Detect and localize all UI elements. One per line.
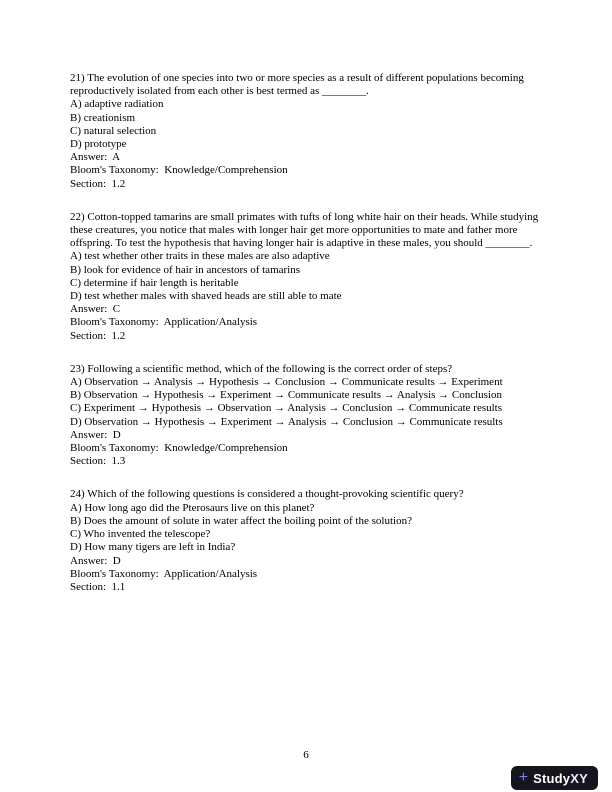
choice-d: D) prototype (70, 138, 127, 151)
choice-b: B) creationism (70, 111, 136, 124)
question-block-22 (70, 211, 544, 343)
bloom-taxonomy-line: Bloom's Taxonomy: Application/Analysis (70, 567, 258, 580)
section-line: Section: 1.2 (70, 177, 126, 190)
choice-b: B) look for evidence of hair in ancestors of tamarins (70, 263, 301, 276)
studyxy-logo (511, 766, 598, 790)
choice-d: D) test whether males with shaved heads are still able to mate (70, 290, 342, 303)
question-block-24 (70, 488, 544, 594)
bloom-taxonomy-line: Bloom's Taxonomy: Knowledge/Comprehension (70, 442, 288, 455)
choice-a: A) Observation → Analysis → Hypothesis → Conclusion → Communicate results → Experiment (70, 376, 503, 389)
choice-a: A) How long ago did the Pterosaurs live on this planet? (70, 501, 315, 514)
answer-line: Answer: C (70, 303, 121, 316)
bloom-taxonomy-line: Bloom's Taxonomy: Knowledge/Comprehension (70, 164, 288, 177)
question-stem: 21) The evolution of one species into two or more species as a result of different populations becoming reproductively isolated from each other is best termed as ________. (70, 72, 527, 98)
logo-wordmark (533, 771, 588, 786)
answer-line: Answer: D (70, 428, 121, 441)
logo-xy-text: XY (570, 770, 588, 786)
answer-line: Answer: D (70, 554, 121, 567)
choice-c: C) Experiment → Hypothesis → Observation → Analysis → Conclusion → Communicate results (70, 402, 503, 415)
bloom-taxonomy-line: Bloom's Taxonomy: Application/Analysis (70, 316, 258, 329)
section-line: Section: 1.1 (70, 580, 126, 593)
choice-d: D) How many tigers are left in India? (70, 541, 236, 554)
answer-line: Answer: A (70, 151, 121, 164)
section-line: Section: 1.2 (70, 329, 126, 342)
page-number: 6 (303, 749, 309, 761)
choice-b: B) Does the amount of solute in water affect the boiling point of the solution? (70, 514, 412, 527)
choice-b: B) Observation → Hypothesis → Experiment → Communicate results → Analysis → Conclusion (70, 389, 503, 402)
choice-a: A) adaptive radiation (70, 98, 164, 111)
plus-icon: + (518, 768, 529, 786)
choice-c: C) Who invented the telescope? (70, 528, 211, 541)
choice-a: A) test whether other traits in these males are also adaptive (70, 250, 330, 263)
logo-study-text: Study (533, 770, 571, 786)
question-list (70, 72, 544, 614)
question-block-23 (70, 363, 544, 469)
question-stem: 24) Which of the following questions is considered a thought-provoking scientific query? (70, 488, 464, 501)
choice-c: C) determine if hair length is heritable (70, 276, 239, 289)
choice-c: C) natural selection (70, 124, 157, 137)
choice-d: D) Observation → Hypothesis → Experiment → Analysis → Conclusion → Communicate results (70, 415, 503, 428)
section-line: Section: 1.3 (70, 455, 126, 468)
question-block-21 (70, 72, 544, 191)
question-stem: 22) Cotton-topped tamarins are small primates with tufts of long white hair on their heads. While studying these creatures, you notice that males with longer hair get more opportunities to mate and father more offspring. To test the hypothesis that having longer hair is adaptive in these males, you should ________. (70, 210, 541, 250)
question-stem: 23) Following a scientific method, which of the following is the correct order of steps? (70, 362, 453, 375)
